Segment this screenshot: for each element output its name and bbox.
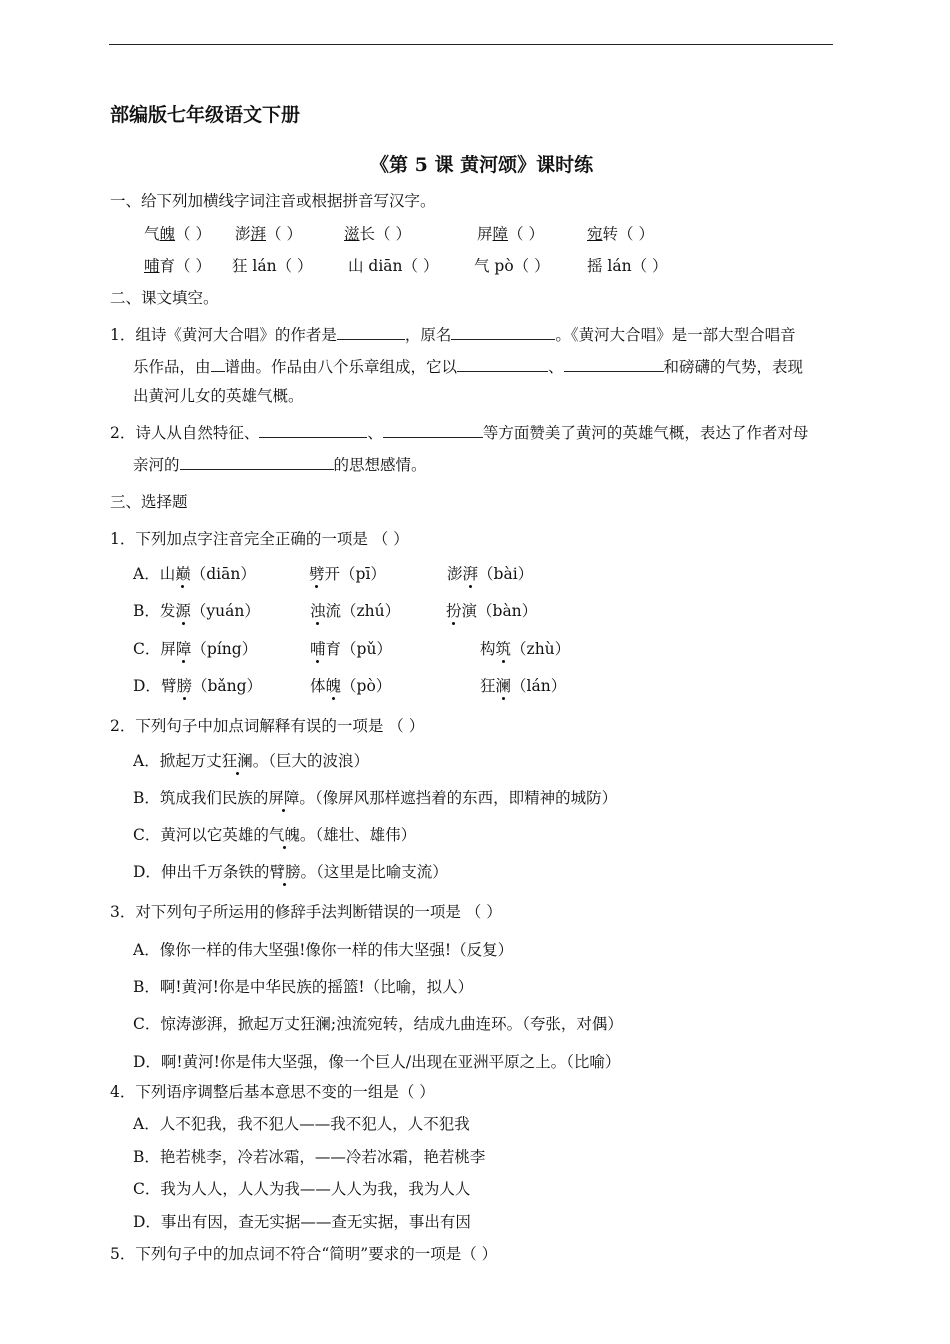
q2-option-d[interactable]: D．伸出千万条铁的臂膀。（这里是比喻支流） [133,863,448,881]
mc-question-1-stem: 1．下列加点字注音完全正确的一项是 （ ） [110,530,409,548]
dotted-word: 狂澜 [221,752,253,770]
q2-option-b[interactable]: B．筑成我们民族的屏障。（像屏风那样遮挡着的东西，即精神的城防） [133,789,618,807]
mc-question-2-stem: 2．下列句子中加点词解释有误的一项是 （ ） [110,717,425,735]
mc-question-4-stem: 4．下列语序调整后基本意思不变的一组是（ ） [110,1083,435,1101]
answer-blank[interactable] [383,423,483,438]
doc-title: 部编版七年级语文下册 [110,104,301,126]
pinyin-item: 宛转（ ） [587,225,654,243]
q3-option-c[interactable]: C．惊涛澎湃，掀起万丈狂澜;浊流宛转，结成九曲连环。（夸张，对偶） [133,1015,623,1033]
section1-heading: 一、给下列加横线字词注音或根据拼音写汉字。 [110,192,436,210]
dotted-char: 哺 [310,640,326,658]
pinyin-item: 气魄（ ） [144,225,211,243]
dotted-char: 筑 [495,640,512,658]
dotted-word: 臂膀 [269,863,301,881]
worksheet-page: 部编版七年级语文下册 《第 5 课 黄河颂》课时练 一、给下列加横线字词注音或根据拼音写汉字。 气魄（ ） 澎湃（ ） 滋长（ ） 屏障（ ） 宛转（ ） 哺育（ ） 狂 lán（ ） 山 diān（ ） 气 pò（ ） 摇 lán（ ） 二、课文填空。 1．组诗《黄河大合唱》的作者是 ，原名 。《黄河大合唱》是一部大型合唱音 乐作品，由 谱曲。作品由八个乐章组成，它以 、 和磅礴的气势，表现 出黄河儿女的英雄气概。 2．诗人从自然特征、 、 等方面赞美了黄河的英雄气概，表达了作者对母 亲河的 的思想感情。 三、选择题 1．下列加点字注音完全正确的一项是 （ ） A．山巅（diān） 劈开（pī） 澎湃（bài） B．发源（yuán） 浊流（zhú） 扮演（bàn） C．屏障（píng） 哺育（pǔ） 构筑（zhù） D．臂膀（bǎng） 体魄（pò） 狂澜（lán） 2．下列句子中加点词解释有误的一项是 （ ） A．掀起万丈狂澜。（巨大的波浪） B．筑成我们民族的屏障。（像屏风那样遮挡着的东西，即精神的城防） C．黄河以它英雄的气魄。（雄壮、雄伟） D．伸出千万条铁的臂膀。（这里是比喻支流） 3．对下列句子所运用的修辞手法判断错误的一项是 （ ） A．像你一样的伟大坚强!像你一样的伟大坚强!（反复） B．啊!黄河!你是中华民族的摇篮!（比喻，拟人） C．惊涛澎湃，掀起万丈狂澜;浊流宛转，结成九曲连环。（夸张，对偶） D．啊!黄河!你是伟大坚强，像一个巨人/出现在亚洲平原之上。（比喻） 4．下列语序调整后基本意思不变的一组是（ ） A．人不犯我，我不犯人——我不犯人，人不犯我 B．艳若桃李，冷若冰霜，——冷若冰霜，艳若桃李 C．我为人人，人人为我——人人为我，我为人人 D．事出有因，查无实据——查无实据，事出有因 5．下列句子中的加点词不符合“简明”要求的一项是（ ） [0,0,950,1344]
answer-blank[interactable] [211,357,225,372]
answer-blank[interactable] [259,423,367,438]
q4-option-d[interactable]: D．事出有因，查无实据——查无实据，事出有因 [133,1213,471,1231]
pinyin-item: 哺育（ ） [144,257,211,275]
q2-option-c[interactable]: C．黄河以它英雄的气魄。（雄壮、雄伟） [133,826,417,844]
dotted-char: 劈 [309,565,325,583]
q2-option-a[interactable]: A．掀起万丈狂澜。（巨大的波浪） [133,752,369,770]
dotted-char: 扮 [446,602,462,620]
dotted-char: 魄 [325,677,342,695]
fill-question-2-line2: 亲河的 的思想感情。 [133,456,427,474]
dotted-char: 障 [175,640,192,658]
answer-blank[interactable] [564,357,664,372]
section3-heading: 三、选择题 [110,493,188,511]
dotted-char: 巅 [175,565,191,583]
dotted-word: 气魄 [268,826,300,844]
fill-question-1-line1: 1．组诗《黄河大合唱》的作者是 ，原名 。《黄河大合唱》是一部大型合唱音 [110,326,796,344]
mc-question-3-stem: 3．对下列句子所运用的修辞手法判断错误的一项是 （ ） [110,903,502,921]
dotted-char: 湃 [462,565,479,583]
lesson-title: 《第 5 课 黄河颂》课时练 [370,154,594,176]
pinyin-item: 滋长（ ） [344,225,411,243]
dotted-word: 屏障 [268,789,300,807]
header-rule [109,44,833,45]
q3-option-d[interactable]: D．啊!黄河!你是伟大坚强，像一个巨人/出现在亚洲平原之上。（比喻） [133,1053,621,1071]
pinyin-item: 气 pò（ ） [474,257,550,275]
fill-question-1-line2: 乐作品，由 谱曲。作品由八个乐章组成，它以 、 和磅礴的气势，表现 [133,358,804,376]
q3-option-b[interactable]: B．啊!黄河!你是中华民族的摇篮!（比喻，拟人） [133,978,474,996]
answer-blank[interactable] [337,325,405,340]
pinyin-item: 摇 lán（ ） [587,257,668,275]
q3-option-a[interactable]: A．像你一样的伟大坚强!像你一样的伟大坚强!（反复） [133,941,514,959]
pinyin-item: 山 diān（ ） [348,257,439,275]
answer-blank[interactable] [451,325,555,340]
pinyin-item: 屏障（ ） [477,225,544,243]
pinyin-item: 澎湃（ ） [235,225,302,243]
q4-option-c[interactable]: C．我为人人，人人为我——人人为我，我为人人 [133,1180,471,1198]
dotted-char: 膀 [176,677,192,695]
fill-question-2-line1: 2．诗人从自然特征、 、 等方面赞美了黄河的英雄气概，表达了作者对母 [110,424,809,442]
q4-option-a[interactable]: A．人不犯我，我不犯人——我不犯人，人不犯我 [133,1115,470,1133]
mc-question-5-stem: 5．下列句子中的加点词不符合“简明”要求的一项是（ ） [110,1245,498,1263]
answer-blank[interactable] [180,455,334,470]
pinyin-item: 狂 lán（ ） [232,257,313,275]
dotted-char: 澜 [495,677,512,695]
answer-blank[interactable] [457,357,548,372]
section2-heading: 二、课文填空。 [110,289,219,307]
q4-option-b[interactable]: B．艳若桃李，冷若冰霜，——冷若冰霜，艳若桃李 [133,1148,486,1166]
dotted-char: 源 [175,602,191,620]
dotted-char: 浊 [310,602,326,620]
fill-question-1-line3: 出黄河儿女的英雄气概。 [133,387,304,405]
